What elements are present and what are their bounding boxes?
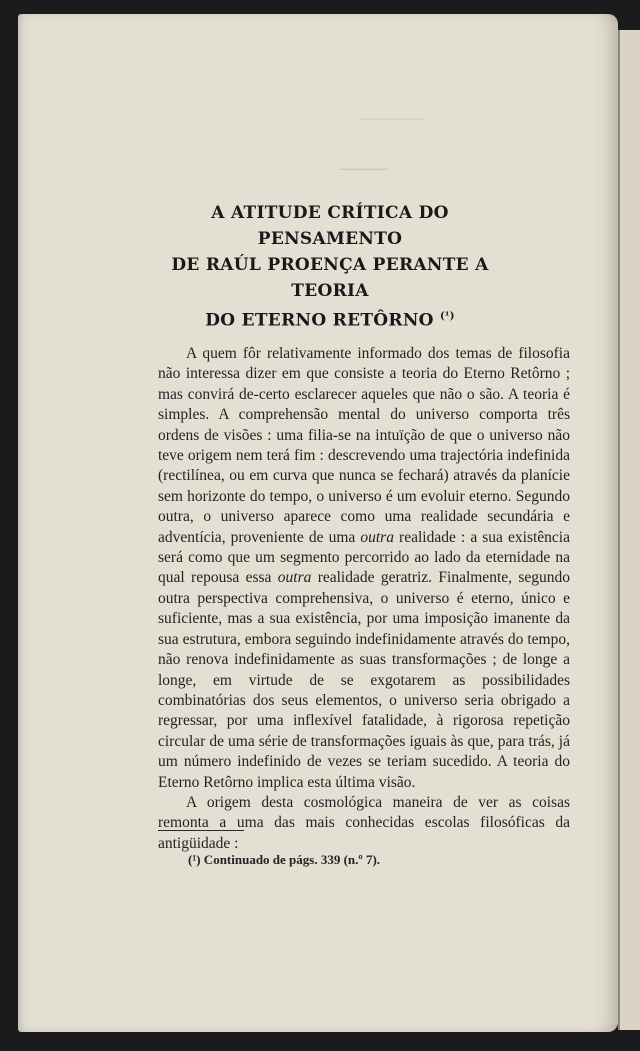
paragraph-1-part-3: realidade geratriz. Finalmente, segundo outra perspectiva comprehensiva, o universo é eterno, único e suficiente, mas a sua existência, por uma imposição imanente da sua estrutura, embora seguindo indefinidamente através do tempo, não renova indefinidamente as suas transformações ; de longe a longe, em virtude de se exgotarem as possibilidades combinatórias dos seus elementos, o universo seria obrigado a regressar, por uma inflexível fatalidade, à rigorosa repetição circular de uma série de transformações iguais às que, para trás, já um número indefinido de vezes se teriam sucedido. A teoria do Eterno Retôrno implica esta última visão. [158, 569, 571, 791]
paragraph-1 [158, 344, 570, 793]
paragraph-1-italic-1: outra [360, 528, 394, 546]
paragraph-1-italic-2: outra [277, 569, 312, 587]
paragraph-1-part-2: realidade : a sua existência será como que um segmento percorrido ao lado da eternidade na qual repousa essa [158, 528, 570, 587]
title-line-1: A ATITUDE CRÍTICA DO PENSAMENTO [211, 203, 449, 249]
adjacent-page-edge [618, 30, 640, 1030]
paragraph-1-part-1: A quem fôr relativamente informado dos temas de filosofia não interessa dizer em que consiste a teoria do Eterno Retôrno ; mas convirá de-certo esclarecer aqueles que não o são. A teoria é simples. A comprehensão mental do universo comporta três ordens de visões : uma filia-se na intuïção de que o universo não teve origem nem terá fim : descrevendo uma trajectória indefinida (rectilínea, ou em curva que nunca se fechará) através da planície sem horizonte do tempo, o universo é um evoluir eterno. Segundo outra, o universo aparece como uma realidade secundária e adventícia, proveniente de uma [158, 345, 570, 546]
title-line-2: DE RAÚL PROENÇA PERANTE A TEORIA [171, 255, 489, 301]
footnote-separator [158, 830, 244, 831]
paragraph-2: A origem desta cosmológica maneira de ver as coisas remonta a uma das mais conhecidas escolas filosóficas da antigüidade : [158, 793, 570, 852]
title-line-3 [140, 304, 520, 334]
footnote: (¹) Continuado de págs. 339 (n.º 7). [188, 852, 381, 867]
title-line-3-text: DO ETERNO RETÔRNO [205, 310, 434, 331]
bleed-through-header: ───────── [360, 112, 426, 126]
article-body [158, 344, 570, 854]
bleed-through-heading: ───── [340, 160, 389, 179]
article-title [140, 200, 520, 334]
title-footnote-marker: (¹) [440, 311, 455, 322]
